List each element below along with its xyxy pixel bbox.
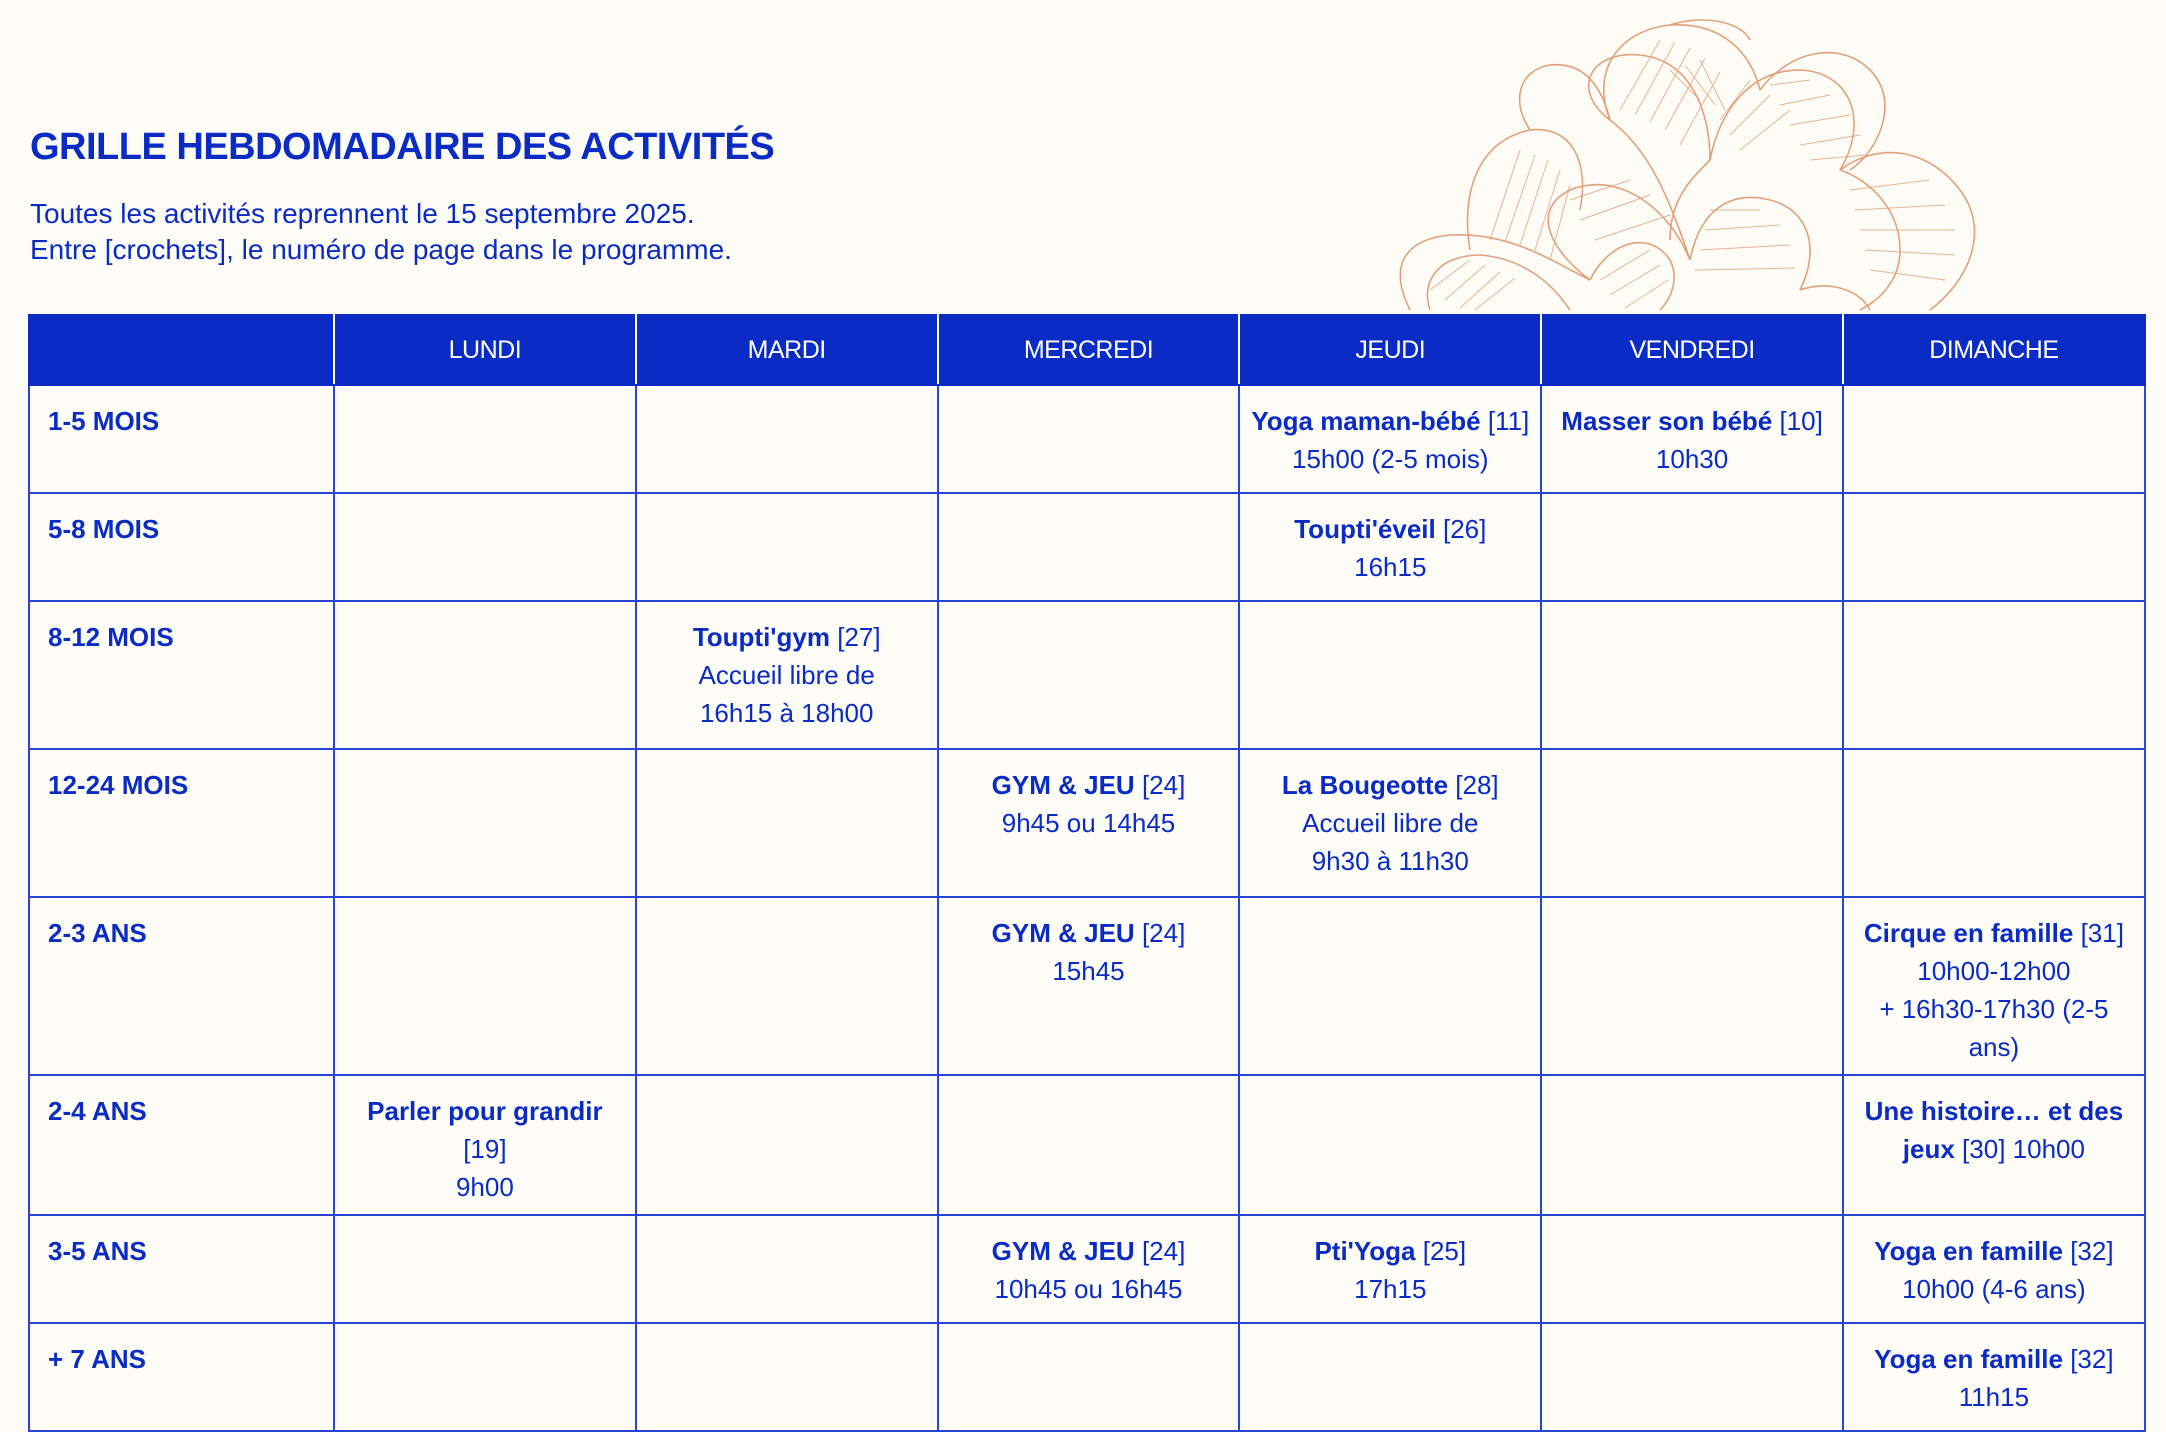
activity-name: Une histoire… et des jeux (1864, 1096, 2124, 1164)
activity-time: 10h00 (2012, 1134, 2085, 1164)
schedule-cell (938, 1075, 1240, 1215)
schedule-cell (334, 1215, 636, 1323)
schedule-cell (636, 1075, 938, 1215)
schedule-cell (1239, 1075, 1541, 1215)
activity-detail: 9h00 (455, 1172, 514, 1202)
schedule-cell (938, 601, 1240, 749)
schedule-cell (334, 1075, 636, 1215)
day-header: LUNDI (334, 315, 636, 385)
table-row (29, 601, 2145, 749)
page-reference: [11] (1487, 406, 1530, 436)
schedule-cell (636, 385, 938, 493)
table-row (29, 385, 2145, 493)
page-reference: [26] (1442, 514, 1487, 544)
activity-heading (1248, 510, 1532, 548)
schedule-cell (938, 749, 1240, 897)
schedule-cell (1239, 749, 1541, 897)
activity-heading (947, 766, 1231, 804)
activity-heading (1852, 1092, 2136, 1168)
activity-detail: 16h15 à 18h00 (699, 698, 874, 728)
schedule-cell (1541, 385, 1843, 493)
activity-name: GYM & JEU (991, 918, 1135, 948)
schedule-cell (1843, 749, 2145, 897)
activity-detail: Accueil libre de (698, 660, 875, 690)
table-row (29, 1075, 2145, 1215)
activity-detail: 9h45 ou 14h45 (1001, 808, 1176, 838)
activity-detail: Accueil libre de (1302, 808, 1479, 838)
subtitle (30, 196, 732, 268)
schedule-cell (1239, 601, 1541, 749)
activity-name: Cirque en famille (1863, 918, 2074, 948)
header-row (29, 315, 2145, 385)
activity-name: La Bougeotte (1281, 770, 1449, 800)
schedule-cell (1239, 493, 1541, 601)
activity-name: Masser son bébé (1561, 406, 1773, 436)
activity-name: Yoga en famille (1874, 1344, 2063, 1374)
page-reference: [31] (2080, 918, 2124, 948)
page-reference: [10] (1779, 406, 1823, 436)
age-group-label: 8-12 MOIS (29, 601, 334, 749)
activity-detail: + 16h30-17h30 (2-5 ans) (1879, 994, 2109, 1062)
schedule-body (29, 385, 2145, 1431)
activity-heading (1248, 402, 1532, 440)
flower-illustration (1370, 10, 2020, 315)
schedule-cell (636, 601, 938, 749)
activity-heading (1852, 914, 2136, 952)
page-reference: [24] (1141, 770, 1186, 800)
schedule-cell (636, 749, 938, 897)
activity-detail: 10h00 (4-6 ans) (1902, 1274, 2086, 1304)
schedule-cell (1541, 601, 1843, 749)
age-group-label: + 7 ANS (29, 1323, 334, 1431)
schedule-cell (636, 1323, 938, 1431)
activity-name: Parler pour grandir (367, 1096, 603, 1126)
table-row (29, 1215, 2145, 1323)
schedule-cell (1239, 897, 1541, 1075)
activity-detail: 10h45 ou 16h45 (994, 1274, 1183, 1304)
schedule-cell (938, 385, 1240, 493)
schedule-cell (1843, 1323, 2145, 1431)
schedule-cell (334, 1323, 636, 1431)
page-reference: [32] (2070, 1236, 2114, 1266)
day-header: DIMANCHE (1843, 315, 2145, 385)
weekly-schedule-table (28, 314, 2146, 1432)
page-title: GRILLE HEBDOMADAIRE DES ACTIVITÉS (30, 126, 775, 168)
activity-detail: 16h15 (1354, 552, 1427, 582)
schedule-cell (1843, 1075, 2145, 1215)
schedule-cell (1843, 493, 2145, 601)
schedule-cell (334, 749, 636, 897)
table-row (29, 897, 2145, 1075)
header-corner (29, 315, 334, 385)
activity-heading (1248, 1232, 1532, 1270)
schedule-cell (1239, 1215, 1541, 1323)
schedule-cell (938, 897, 1240, 1075)
schedule-cell (938, 1323, 1240, 1431)
schedule-cell (636, 897, 938, 1075)
age-group-label: 5-8 MOIS (29, 493, 334, 601)
page-reference: [27] (837, 622, 881, 652)
activity-name: Yoga en famille (1874, 1236, 2063, 1266)
schedule-cell (1239, 385, 1541, 493)
schedule-cell (636, 1215, 938, 1323)
schedule-cell (1541, 897, 1843, 1075)
schedule-cell (1541, 493, 1843, 601)
activity-heading (343, 1092, 627, 1168)
schedule-cell (1541, 1323, 1843, 1431)
table-row (29, 749, 2145, 897)
page-reference: [24] (1141, 918, 1186, 948)
activity-detail: 15h00 (2-5 mois) (1292, 444, 1489, 474)
age-group-label: 12-24 MOIS (29, 749, 334, 897)
table-row (29, 493, 2145, 601)
activity-heading (645, 618, 929, 656)
schedule-cell (1843, 385, 2145, 493)
schedule-cell (938, 493, 1240, 601)
schedule-cell (1843, 897, 2145, 1075)
schedule-cell (1843, 1215, 2145, 1323)
age-group-label: 1-5 MOIS (29, 385, 334, 493)
schedule-cell (636, 493, 938, 601)
activity-detail: 11h15 (1958, 1382, 2030, 1412)
day-header: VENDREDI (1541, 315, 1843, 385)
activity-detail: 15h45 (1052, 956, 1125, 986)
table-row (29, 1323, 2145, 1431)
age-group-label: 2-3 ANS (29, 897, 334, 1075)
activity-heading (947, 1232, 1231, 1270)
schedule-cell (334, 601, 636, 749)
page-reference: [30] (1962, 1134, 2006, 1164)
schedule-cell (938, 1215, 1240, 1323)
schedule-cell (1541, 1215, 1843, 1323)
activity-heading (1852, 1232, 2136, 1270)
activity-detail: 17h15 (1354, 1274, 1427, 1304)
subtitle-line: Toutes les activités reprennent le 15 septembre 2025. (30, 198, 695, 229)
page-reference: [25] (1422, 1236, 1467, 1266)
activity-name: Toupti'éveil (1294, 514, 1436, 544)
schedule-cell (334, 493, 636, 601)
activity-name: GYM & JEU (991, 770, 1135, 800)
activity-name: Toupti'gym (692, 622, 830, 652)
day-header: MERCREDI (938, 315, 1240, 385)
schedule-cell (334, 385, 636, 493)
schedule-cell (1843, 601, 2145, 749)
activity-detail: 10h00-12h00 (1917, 956, 2071, 986)
activity-name: Pti'Yoga (1314, 1236, 1416, 1266)
schedule-cell (1541, 1075, 1843, 1215)
subtitle-line: Entre [crochets], le numéro de page dans le programme. (30, 234, 732, 265)
day-header: MARDI (636, 315, 938, 385)
page-reference: [19] (463, 1134, 507, 1164)
activity-name: GYM & JEU (991, 1236, 1135, 1266)
schedule-cell (1541, 749, 1843, 897)
activity-detail: 10h30 (1655, 444, 1729, 474)
activity-heading (1248, 766, 1532, 804)
activity-heading (1852, 1340, 2136, 1378)
activity-heading (1550, 402, 1834, 440)
schedule-cell (334, 897, 636, 1075)
page-reference: [24] (1141, 1236, 1186, 1266)
activity-heading (947, 914, 1231, 952)
schedule-cell (1239, 1323, 1541, 1431)
day-header: JEUDI (1239, 315, 1541, 385)
page-reference: [28] (1455, 770, 1499, 800)
page-reference: [32] (2070, 1344, 2114, 1374)
age-group-label: 3-5 ANS (29, 1215, 334, 1323)
activity-detail: 9h30 à 11h30 (1311, 846, 1469, 876)
activity-name: Yoga maman-bébé (1251, 406, 1481, 436)
age-group-label: 2-4 ANS (29, 1075, 334, 1215)
